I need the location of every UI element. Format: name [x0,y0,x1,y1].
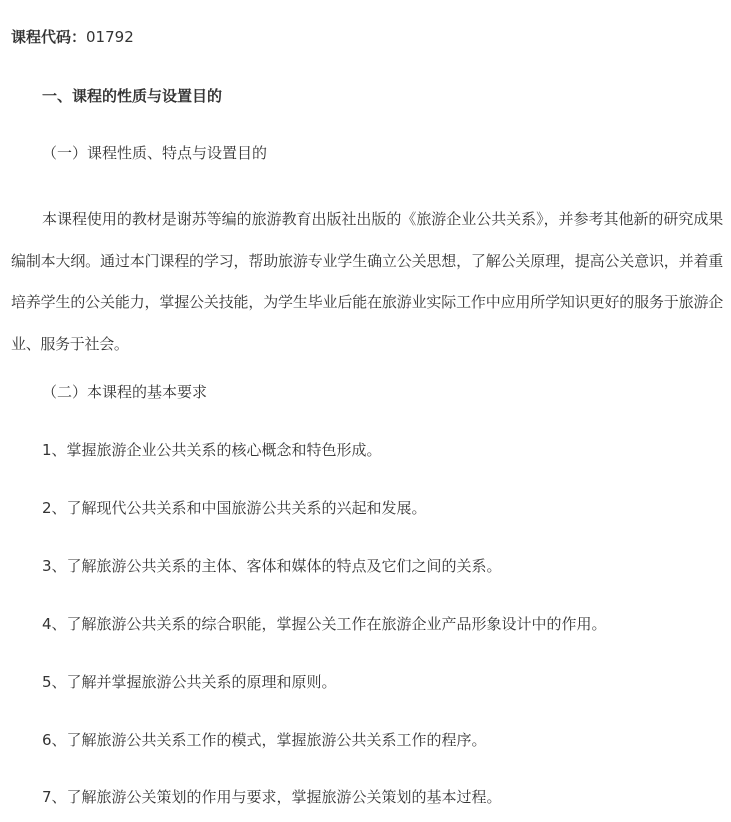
requirement-item-5: 5、了解并掌握旅游公共关系的原理和原则。 [42,673,337,691]
requirement-item-2: 2、了解现代公共关系和中国旅游公共关系的兴起和发展。 [42,499,427,517]
subsection-title-2: （二）本课程的基本要求 [42,383,208,401]
requirement-item-6: 6、了解旅游公共关系工作的模式，掌握旅游公共关系工作的程序。 [42,731,487,749]
requirement-item-3: 3、了解旅游公共关系的主体、客体和媒体的特点及它们之间的关系。 [42,557,502,575]
requirement-item-4: 4、了解旅游公共关系的综合职能，掌握公关工作在旅游企业产品形象设计中的作用。 [42,615,607,633]
subsection-title-1: （一）课程性质、特点与设置目的 [42,144,268,162]
course-code-value: 01792 [86,28,134,46]
requirement-item-7: 7、了解旅游公关策划的作用与要求，掌握旅游公关策划的基本过程。 [42,788,502,806]
section-title: 一、课程的性质与设置目的 [42,87,223,105]
course-code-line [11,27,134,47]
paragraph-course-description: 本课程使用的教材是谢苏等编的旅游教育出版社出版的《旅游企业公共关系》，并参考其他新的研究成果编制本大纲。通过本门课程的学习，帮助旅游专业学生确立公关思想，了解公关原理，提高公关意识，并着重培养学生的公关能力，掌握公关技能，为学生毕业后能在旅游业实际工作中应用所学知识更好的服务于旅游企业、服务于社会。 [11,210,723,353]
requirement-item-1: 1、掌握旅游企业公共关系的核心概念和特色形成。 [42,441,382,459]
course-code-label: 课程代码： [11,28,87,46]
